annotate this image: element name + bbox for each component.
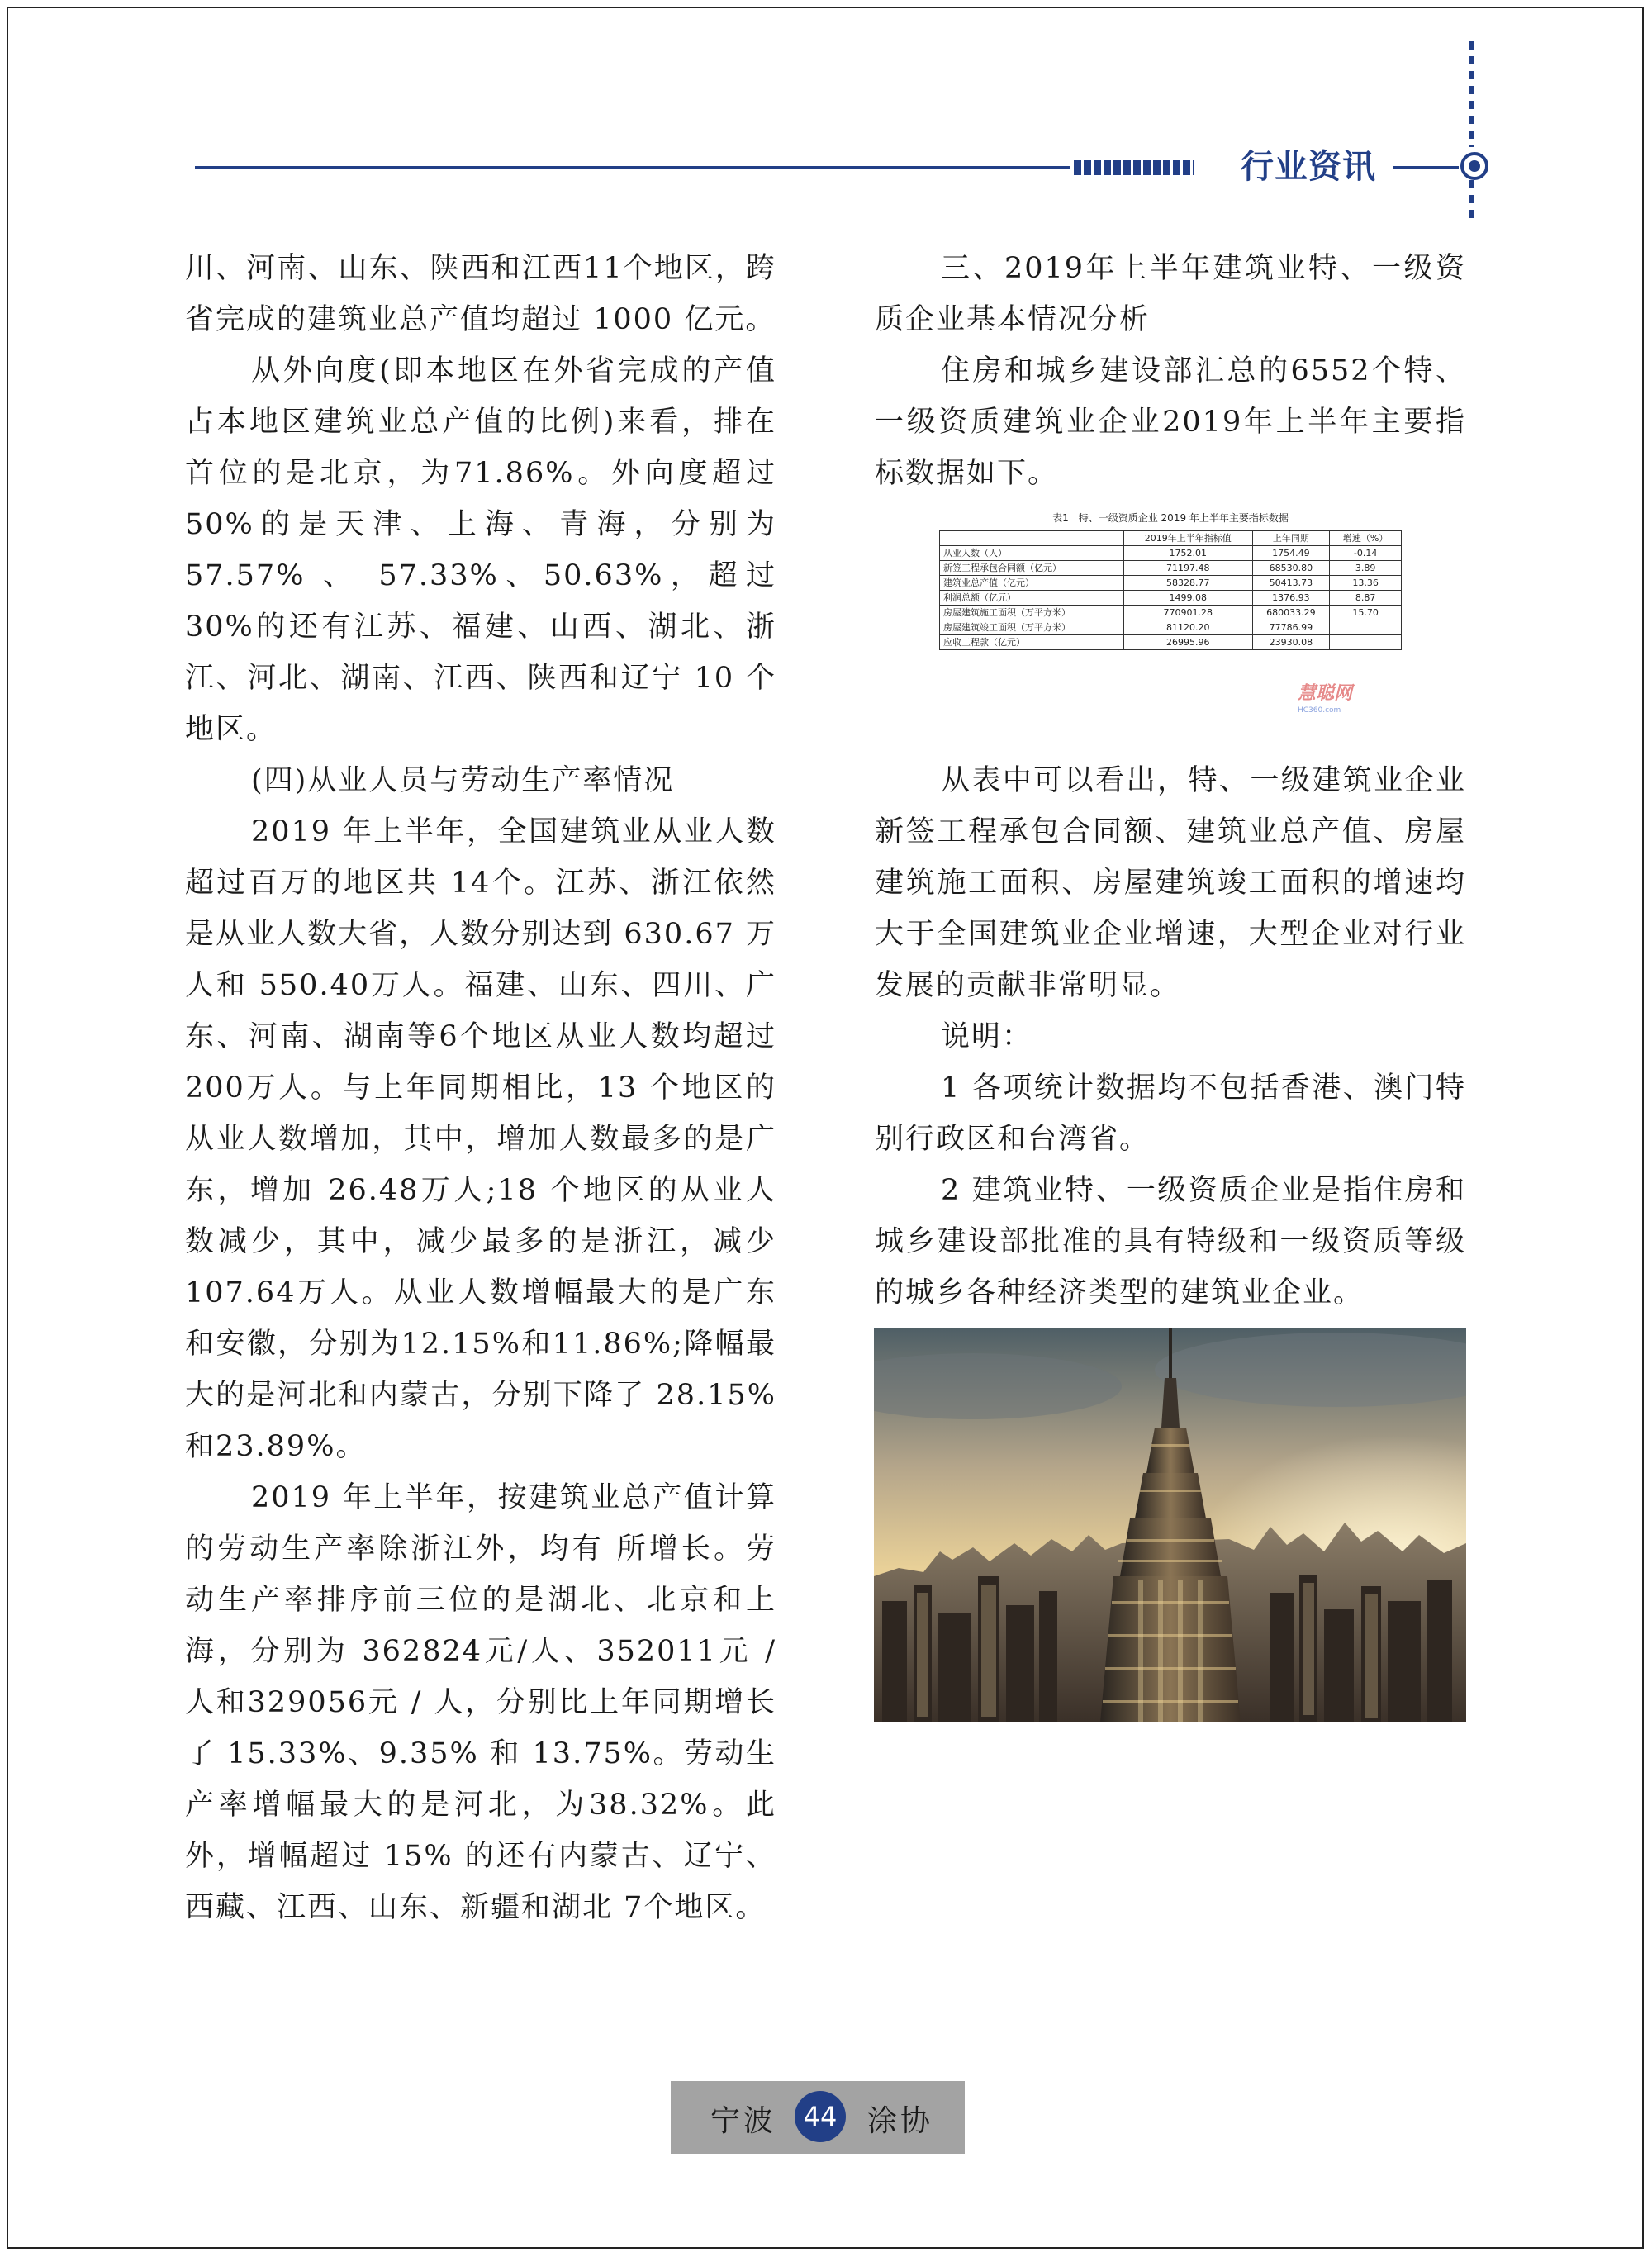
- subsection-heading: (四)从业人员与劳动生产率情况: [251, 764, 675, 797]
- table-cell: 1376.93: [1252, 591, 1330, 606]
- table-cell: 81120.20: [1123, 620, 1252, 635]
- table-cell: 3.89: [1330, 561, 1402, 576]
- table-header-cell: 2019年上半年指标值: [1123, 531, 1252, 546]
- note-item: 2 建筑业特、一级资质企业是指住房和城乡建设部批准的具有特级和一级资质等级的城乡各种经济类型的建筑业企业。: [875, 1174, 1466, 1309]
- table-cell: 680033.29: [1252, 606, 1330, 620]
- table-header-cell: 上年同期: [1252, 531, 1330, 546]
- table-row: [940, 635, 1402, 650]
- table-cell: 新签工程承包合同额（亿元）: [940, 561, 1124, 576]
- left-column: [185, 243, 776, 1933]
- body-paragraph: 从外向度(即本地区在外省完成的产值占本地区建筑业总产值的比例)来看，排在首位的是北京，为71.86%。外向度超过50%的是天津、上海、青海，分别为57.57% 、 57.33%、50.63%，超过 30%的还有江苏、福建、山西、湖北、浙江、河北、湖南、江西、陕西和辽宁 10 个地区。: [185, 354, 776, 746]
- table-cell: 应收工程款（亿元）: [940, 635, 1124, 650]
- table-cell: -0.14: [1330, 546, 1402, 561]
- table-cell: 8.87: [1330, 591, 1402, 606]
- header-dash-bar: [1074, 160, 1194, 175]
- table-cell: 13.36: [1330, 576, 1402, 591]
- table-cell: 77786.99: [1252, 620, 1330, 635]
- table-row: [940, 606, 1402, 620]
- watermark-text: 慧聪网: [1297, 683, 1352, 704]
- watermark-logo: [1297, 683, 1352, 719]
- indicator-table: [939, 530, 1402, 650]
- footer-publication-right: 涂协: [867, 2104, 934, 2138]
- table-row: [940, 561, 1402, 576]
- section-heading: 三、2019年上半年建筑业特、一级资质企业基本情况分析: [875, 252, 1466, 336]
- header-vertical-dashes: [1469, 41, 1474, 147]
- table-row: [940, 620, 1402, 635]
- header-vertical-dashes-bottom: [1469, 180, 1474, 221]
- table-cell: 房屋建筑竣工面积（万平方米）: [940, 620, 1124, 635]
- section-title: 行业资讯: [1241, 148, 1376, 186]
- table-cell: 利润总额（亿元）: [940, 591, 1124, 606]
- table-cell: 50413.73: [1252, 576, 1330, 591]
- table-cell: 15.70: [1330, 606, 1402, 620]
- table-caption: 表1 特、一级资质企业 2019 年上半年主要指标数据: [1052, 512, 1289, 524]
- header-rule: [195, 166, 1070, 169]
- page-number: 44: [795, 2091, 846, 2142]
- table-cell: 68530.80: [1252, 561, 1330, 576]
- table-header-cell: 增速（%）: [1330, 531, 1402, 546]
- body-paragraph: 2019 年上半年，按建筑业总产值计算的劳动生产率除浙江外，均有 所增长。劳动生产率排序前三位的是湖北、北京和上海，分别为 362824元/人、352011元 / 人和329056元 / 人，分别比上年同期增长了 15.33%、9.35% 和 13.75%。劳动生产率增幅最大的是河北，为38.32%。此外，增幅超过 15% 的还有内蒙古、辽宁、西藏、江西、山东、新疆和湖北 7个地区。: [185, 1481, 776, 1924]
- body-paragraph: 从表中可以看出，特、一级建筑业企业新签工程承包合同额、建筑业总产值、房屋建筑施工面积、房屋建筑竣工面积的增速均大于全国建筑业企业增速，大型企业对行业发展的贡献非常明显。: [875, 764, 1466, 1002]
- table-cell: 建筑业总产值（亿元）: [940, 576, 1124, 591]
- note-label: 说明：: [941, 1020, 1033, 1053]
- table-header-cell: [940, 531, 1124, 546]
- table-cell: 从业人数（人）: [940, 546, 1124, 561]
- table-cell: 26995.96: [1123, 635, 1252, 650]
- table-cell: [1330, 620, 1402, 635]
- note-item: 1 各项统计数据均不包括香港、澳门特别行政区和台湾省。: [875, 1071, 1466, 1156]
- table-row: [940, 546, 1402, 561]
- table-cell: 71197.48: [1123, 561, 1252, 576]
- table-header-row: [940, 531, 1402, 546]
- right-column: [875, 243, 1466, 1319]
- table-cell: [1330, 635, 1402, 650]
- target-icon: [1460, 152, 1488, 180]
- indicator-table-figure: [939, 511, 1402, 734]
- table-row: [940, 576, 1402, 591]
- table-cell: 1754.49: [1252, 546, 1330, 561]
- body-paragraph: 2019 年上半年，全国建筑业从业人数超过百万的地区共 14个。江苏、浙江依然是从业人数大省，人数分别达到 630.67 万人和 550.40万人。福建、山东、四川、广东、河南、湖南等6个地区从业人数均超过200万人。与上年同期相比，13 个地区的从业人数增加，其中，增加人数最多的是广东，增加 26.48万人;18 个地区的从业人数减少，其中，减少最多的是浙江，减少107.64万人。从业人数增幅最大的是广东和安徽，分别为12.15%和11.86%;降幅最大的是河北和内蒙古，分别下降了 28.15%和23.89%。: [185, 815, 776, 1463]
- body-paragraph: 住房和城乡建设部汇总的6552个特、一级资质建筑业企业2019年上半年主要指标数据如下。: [875, 354, 1466, 490]
- footer-publication-left: 宁波: [710, 2104, 777, 2138]
- table-cell: 1499.08: [1123, 591, 1252, 606]
- table-cell: 58328.77: [1123, 576, 1252, 591]
- table-cell: 房屋建筑施工面积（万平方米）: [940, 606, 1124, 620]
- table-cell: 770901.28: [1123, 606, 1252, 620]
- table-cell: 23930.08: [1252, 635, 1330, 650]
- watermark-subtext: HC360.com: [1297, 706, 1341, 715]
- table-cell: 1752.01: [1123, 546, 1252, 561]
- table-row: [940, 591, 1402, 606]
- page-footer: [671, 2081, 965, 2154]
- skyscraper-photo: [874, 1328, 1466, 1722]
- header-rule-tail: [1393, 166, 1459, 169]
- body-paragraph: 川、河南、山东、陕西和江西11个地区，跨省完成的建筑业总产值均超过 1000 亿元。: [185, 252, 776, 336]
